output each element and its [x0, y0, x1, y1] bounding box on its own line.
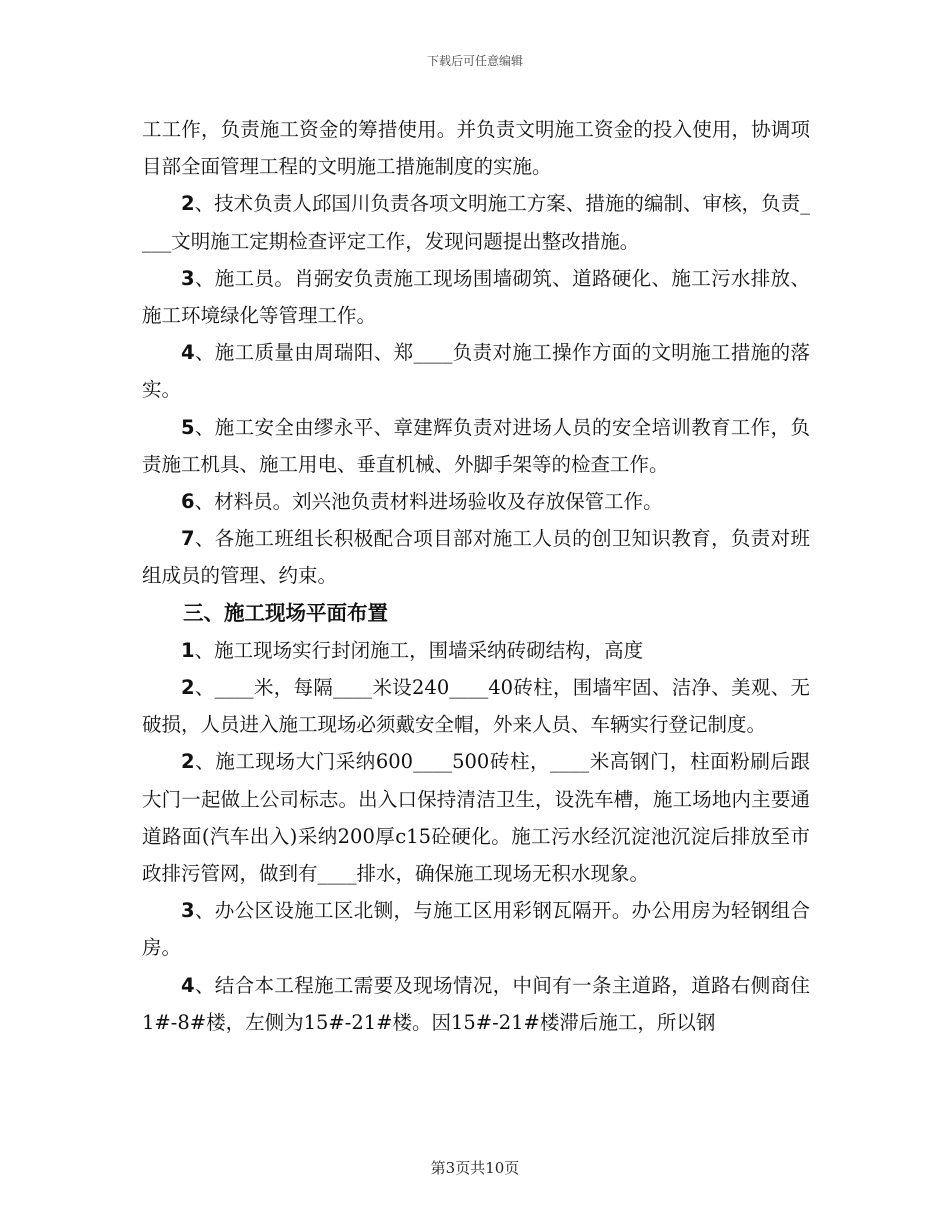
- page-header: 下载后可任意编辑: [426, 54, 523, 68]
- section-paragraph-2b: 2、施工现场大门采纳600____500砖柱，____米高钢门，柱面粉刷后跟大门一起做上公司标志。出入口保持清洁卫生，设洗车槽，施工场地内主要通道路面(汽车出入)采纳200厚c15砼硬化。施工污水经沉淀池沉淀后排放至市政排污管网，做到有____排水，确保施工现场无积水现象。: [142, 750, 810, 886]
- section-paragraph-1: 1、施工现场实行封闭施工，围墙采纳砖砌结构，高度: [181, 638, 644, 662]
- section-paragraph-2a: 2、____米，每隔____米设240____40砖柱，围墙牢固、洁净、美观、无破损，人员进入施工现场必须戴安全帽，外来人员、车辆实行登记制度。: [142, 676, 810, 737]
- paragraph-item-2: 2、技术负责人邱国川负责各项文明施工方案、措施的编制、审核，负责____文明施工定期检查评定工作，发现问题提出整改措施。: [142, 192, 810, 253]
- section-heading: 三、施工现场平面布置: [183, 600, 388, 625]
- paragraph-item-7: 7、各施工班组长积极配合项目部对施工人员的创卫知识教育，负责对班组成员的管理、约束。: [142, 527, 810, 588]
- paragraph-item-3: 3、施工员。肖弼安负责施工现场围墙砌筑、道路硬化、施工污水排放、施工环境绿化等管理工作。: [142, 266, 810, 328]
- paragraph-item-6: 6、材料员。刘兴池负责材料进场验收及存放保管工作。: [181, 490, 663, 514]
- paragraph-item-4: 4、施工质量由周瑞阳、郑____负责对施工操作方面的文明施工措施的落实。: [142, 341, 810, 402]
- section-paragraph-3: 3、办公区设施工区北铡，与施工区用彩钢瓦隔开。办公用房为轻钢组合房。: [142, 899, 810, 960]
- section-paragraph-4: 4、结合本工程施工需要及现场情况，中间有一条主道路，道路右侧商住1#-8#楼，左侧为15#-21#楼。因15#-21#楼滞后施工，所以钢: [142, 973, 810, 1034]
- page-footer: 第3页共10页: [430, 1159, 520, 1177]
- document-body: [142, 111, 810, 1041]
- paragraph-item-5: 5、施工安全由缪永平、章建辉负责对进场人员的安全培训教育工作，负责施工机具、施工用电、垂直机械、外脚手架等的检查工作。: [142, 415, 810, 476]
- paragraph-continuation: 工工作，负责施工资金的筹措使用。并负责文明施工资金的投入使用，协调项目部全面管理工程的文明施工措施制度的实施。: [142, 118, 810, 179]
